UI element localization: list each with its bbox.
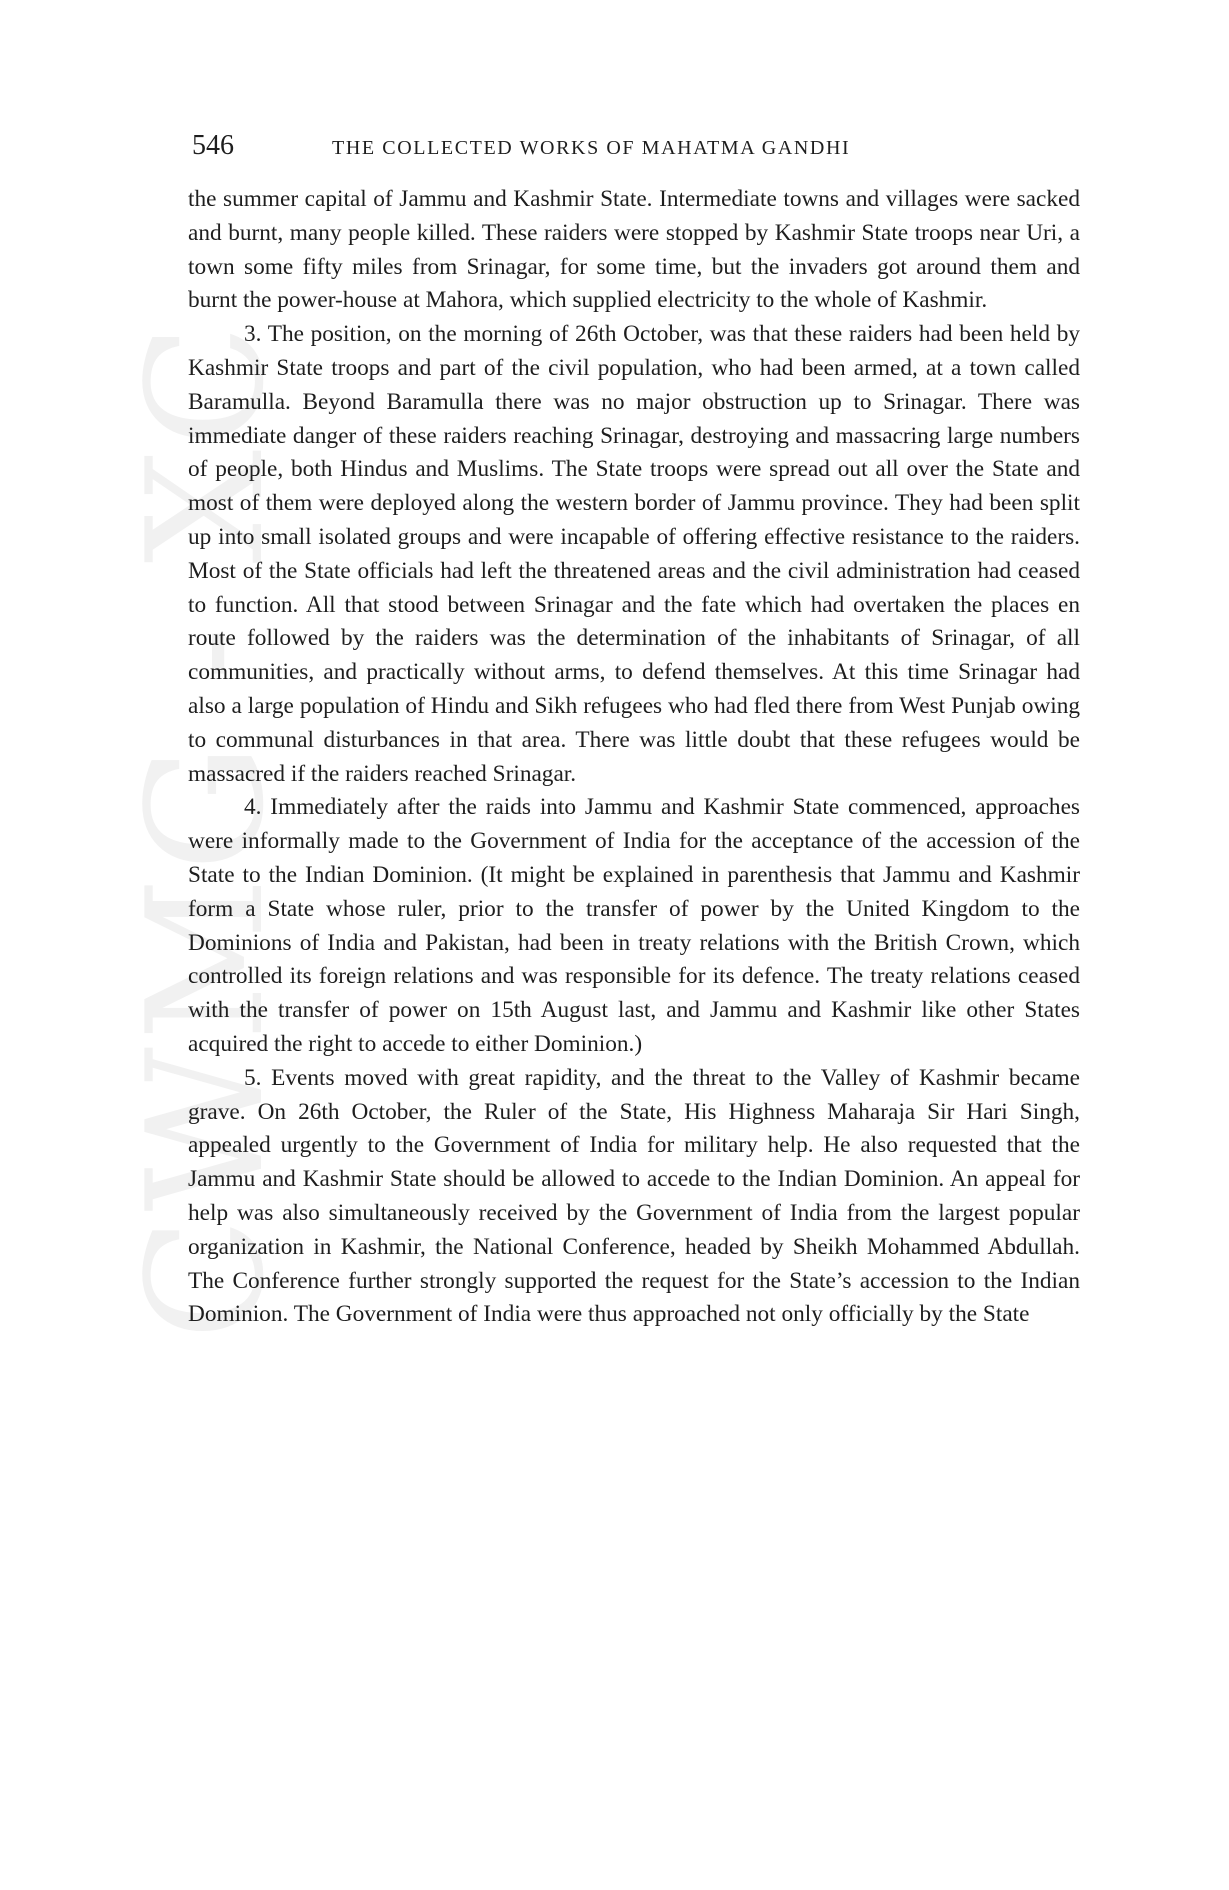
- running-head: THE COLLECTED WORKS OF MAHATMA GANDHI: [332, 137, 851, 159]
- watermark: CWMG - XC: [112, 318, 299, 1340]
- paragraph-continued: the summer capital of Jammu and Kashmir State. Intermediate towns and villages were sacked and burnt, many people killed. These raiders were stopped by Kashmir State troops near Uri, a town some fifty miles from Srinagar, for some time, but the invaders got around them and burnt the power-house at Mahora, which supplied electricity to the whole of Kashmir.: [188, 186, 1080, 314]
- paragraph-5: 5. Events moved with great rapidity, and the threat to the Valley of Kashmir became grave. On 26th October, the Ruler of the State, His Highness Maharaja Sir Hari Singh, appealed urgently to the Government of India for military help. He also requested that the Jammu and Kashmir State should be allowed to accede to the Indian Dominion. An appeal for help was also simultaneously received by the Government of India from the largest popular organization in Kashmir, the National Conference, headed by Sheikh Mohammed Abdullah. The Conference further strongly supported the request for the State’s accession to the Indian Dominion. The Government of India were thus approached not only officially by the State: [188, 1064, 1080, 1328]
- text-body: [188, 183, 1080, 1332]
- page-header: [192, 128, 1082, 168]
- page-number: 546: [192, 130, 234, 161]
- paragraph-3: 3. The position, on the morning of 26th October, was that these raiders had been held by Kashmir State troops and part of the civil population, who had been armed, at a town called Baramulla. Beyond Baramulla there was no major obstruction up to Srinagar. There was immediate danger of these raiders reaching Srinagar, destroying and massacring large numbers of people, both Hindus and Muslims. The State troops were spread out all over the State and most of them were deployed along the western border of Jammu province. They had been split up into small isolated groups and were incapable of offering effective resistance to the raiders. Most of the State officials had left the threatened areas and the civil administration had ceased to function. All that stood between Srinagar and the fate which had overtaken the places en route followed by the raiders was the determination of the inhabitants of Srinagar, of all communities, and practically without arms, to defend themselves. At this time Srinagar had also a large population of Hindu and Sikh refugees who had fled there from West Punjab owing to communal disturbances in that area. There was little doubt that these refugees would be massacred if the raiders reached Srinagar.: [188, 321, 1080, 787]
- paragraph-4: 4. Immediately after the raids into Jammu and Kashmir State commenced, approaches were informally made to the Government of India for the acceptance of the accession of the State to the Indian Dominion. (It might be explained in parenthesis that Jammu and Kashmir form a State whose ruler, prior to the transfer of power by the United Kingdom to the Dominions of India and Pakistan, had been in treaty relations with the British Crown, which controlled its foreign relations and was responsible for its defence. The treaty relations ceased with the transfer of power on 15th August last, and Jammu and Kashmir like other States acquired the right to accede to either Dominion.): [188, 794, 1080, 1057]
